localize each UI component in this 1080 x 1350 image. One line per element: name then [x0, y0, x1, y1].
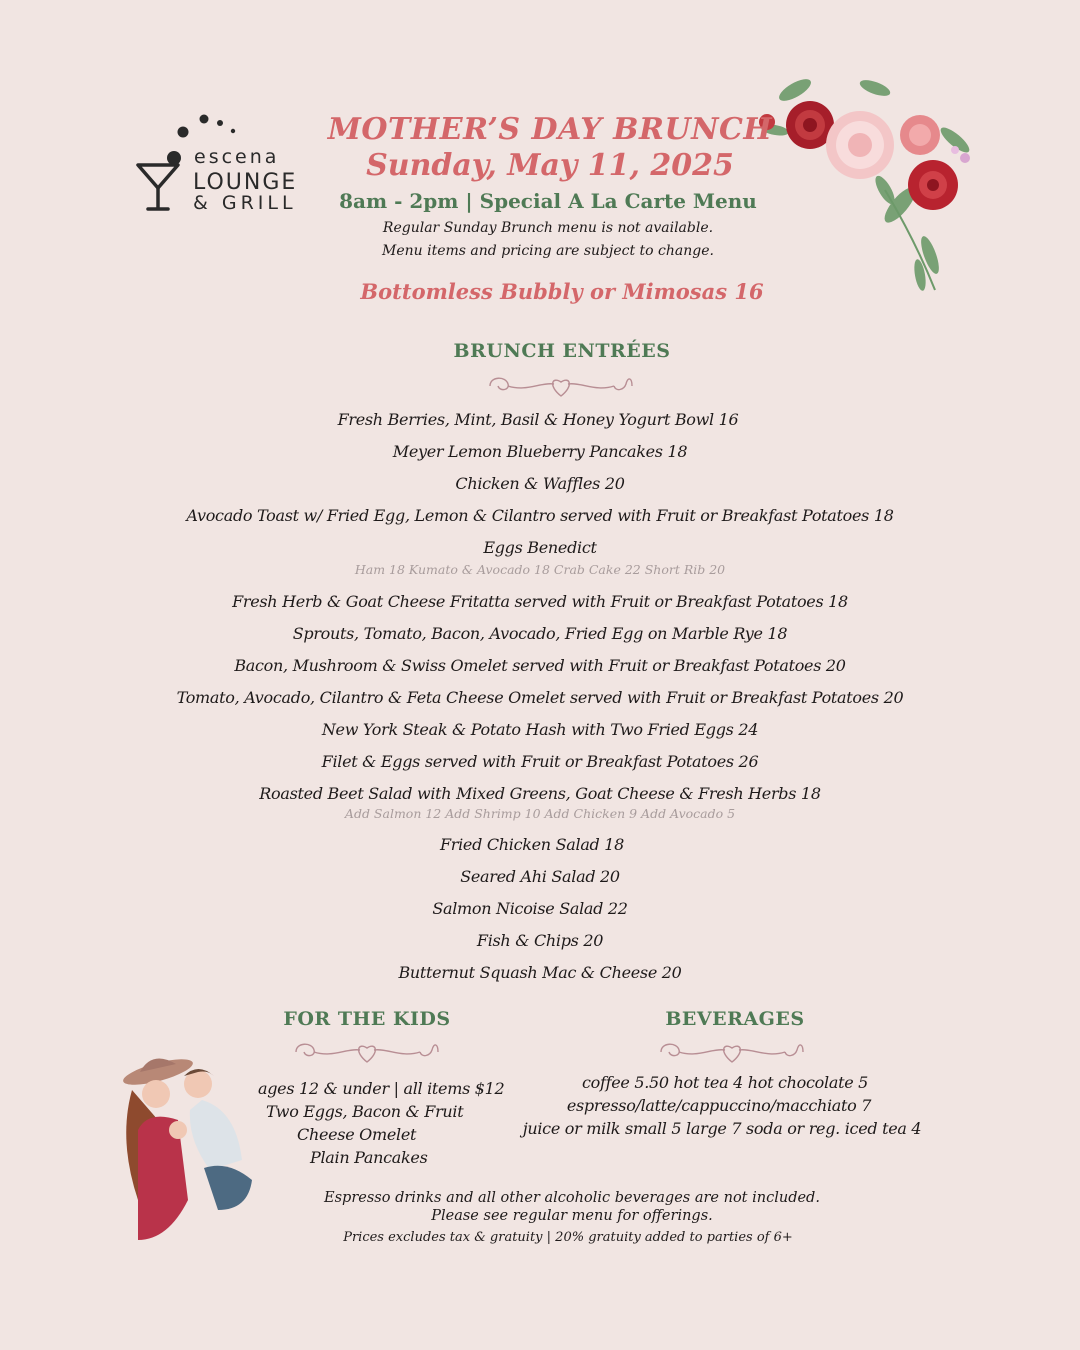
entrees-heading: BRUNCH ENTRÉES — [453, 340, 671, 362]
beverage-line: espresso/latte/cappuccino/macchiato 7 — [566, 1096, 872, 1115]
benedict-options: Ham 18 Kumato & Avocado 18 Crab Cake 22 Short Rib 20 — [354, 562, 726, 577]
kids-heading: FOR THE KIDS — [283, 1008, 451, 1030]
menu-item: Meyer Lemon Blueberry Pancakes 18 — [392, 442, 688, 461]
menu-item: Salmon Nicoise Salad 22 — [432, 899, 628, 918]
logo-line-1: LOUNGE — [193, 170, 298, 195]
note-line-1: Regular Sunday Brunch menu is not available. — [382, 220, 714, 236]
menu-item: Sprouts, Tomato, Bacon, Avocado, Fried Egg on Marble Rye 18 — [292, 624, 788, 643]
flourish-divider-icon — [486, 372, 636, 400]
kids-item: Plain Pancakes — [310, 1148, 428, 1167]
menu-item: Fresh Herb & Goat Cheese Fritatta served with Fruit or Breakfast Potatoes 18 — [232, 592, 848, 611]
menu-item: New York Steak & Potato Hash with Two Fried Eggs 24 — [321, 720, 759, 739]
footer-note-1: Espresso drinks and all other alcoholic beverages are not included. — [324, 1190, 820, 1206]
flourish-divider-icon — [292, 1038, 442, 1066]
bubbly-offer: Bottomless Bubbly or Mimosas 16 — [360, 279, 764, 304]
kids-item: Cheese Omelet — [297, 1125, 417, 1144]
flourish-divider-icon — [657, 1038, 807, 1066]
footer-note-3: Prices excludes tax & gratuity | 20% gratuity added to parties of 6+ — [343, 1230, 793, 1245]
footer-note-2: Please see regular menu for offerings. — [431, 1208, 713, 1224]
menu-item: Bacon, Mushroom & Swiss Omelet served with Fruit or Breakfast Potatoes 20 — [234, 656, 846, 675]
kids-item: ages 12 & under | all items $12 — [258, 1079, 505, 1098]
menu-item: Tomato, Avocado, Cilantro & Feta Cheese Omelet served with Fruit or Breakfast Potatoes 20 — [176, 688, 904, 707]
menu-item: Fried Chicken Salad 18 — [439, 835, 625, 854]
salad-addons: Add Salmon 12 Add Shrimp 10 Add Chicken 9 Add Avocado 5 — [344, 806, 736, 821]
menu-item: Eggs Benedict — [483, 538, 597, 557]
event-hours: 8am - 2pm | Special A La Carte Menu — [339, 189, 757, 213]
menu-item: Seared Ahi Salad 20 — [460, 867, 620, 886]
logo-line-2: & GRILL — [193, 192, 297, 214]
menu-item: Roasted Beet Salad with Mixed Greens, Goat Cheese & Fresh Herbs 18 — [259, 784, 821, 803]
kids-item: Two Eggs, Bacon & Fruit — [266, 1102, 464, 1121]
note-line-2: Menu items and pricing are subject to change. — [382, 243, 714, 259]
menu-item: Butternut Squash Mac & Cheese 20 — [398, 963, 682, 982]
beverage-line: coffee 5.50 hot tea 4 hot chocolate 5 — [581, 1073, 869, 1092]
beverages-heading: BEVERAGES — [665, 1008, 805, 1030]
menu-item: Fish & Chips 20 — [476, 931, 604, 950]
menu-item: Filet & Eggs served with Fruit or Breakfast Potatoes 26 — [321, 752, 759, 771]
menu-item: Fresh Berries, Mint, Basil & Honey Yogurt Bowl 16 — [337, 410, 739, 429]
event-date: Sunday, May 11, 2025 — [366, 148, 734, 183]
page-title: MOTHER’S DAY BRUNCH — [327, 112, 773, 147]
menu-item: Avocado Toast w/ Fried Egg, Lemon & Cilantro served with Fruit or Breakfast Potatoes 18 — [186, 506, 894, 525]
beverage-line: juice or milk small 5 large 7 soda or reg. iced tea 4 — [522, 1119, 922, 1138]
logo-name: escena — [194, 146, 280, 168]
menu-item: Chicken & Waffles 20 — [455, 474, 625, 493]
